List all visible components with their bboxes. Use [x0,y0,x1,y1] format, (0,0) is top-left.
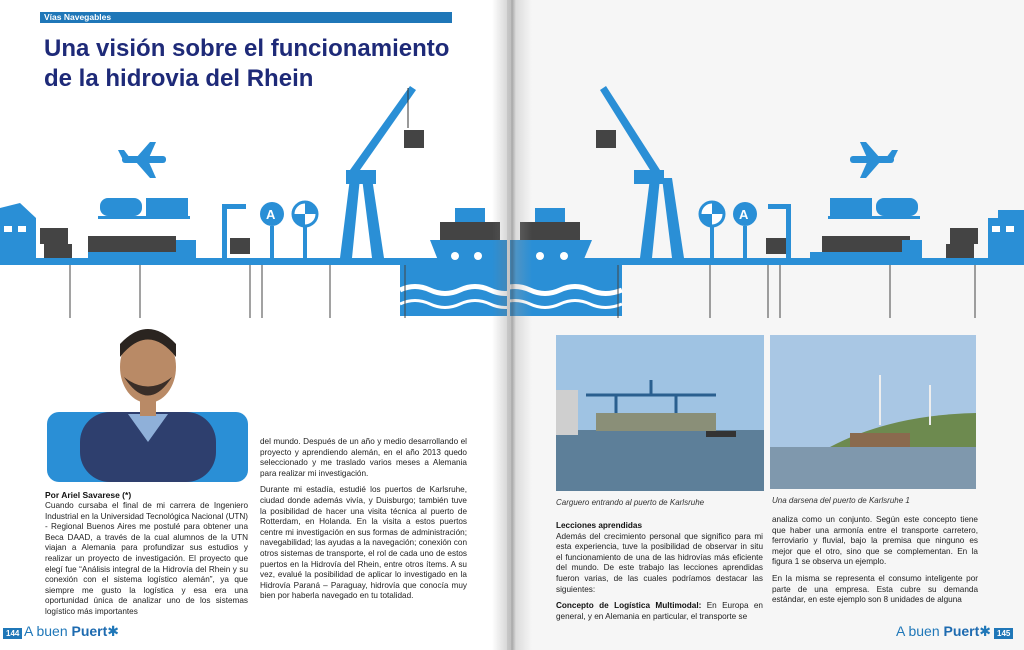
column-3 [556,521,763,622]
column-4-paragraph-1: analiza como un conjunto. Según este concepto tiene que haber una armonía entre el transporte carretero, ferroviario y fluvial, bajo la premisa que ninguno es mejor que el otro, sino que se complementan. En la figura 1 se observa un ejemplo. [772,515,978,567]
section-label: Vías Navegables [44,12,112,22]
author-photo [78,322,218,482]
building-icon [0,203,36,258]
port-illustration-right [510,78,1024,328]
book-gutter [492,0,532,650]
brand-logo-left [24,623,119,640]
crane-icon [596,86,684,258]
column-4-paragraph-2: En la misma se representa el consumo inteligente por parte de una empresa. Esta cubre su demanda estándar, en este ejemplo son 8 unidades de alguna [772,573,978,605]
building-icon [988,210,1024,258]
container-stack-icon [946,228,978,258]
airplane-icon [118,142,166,178]
concept-heading: Concepto de Logística Multimodal: [556,601,702,611]
title-line-2: de la hidrovia del Rhein [44,65,314,92]
airplane-icon [850,142,898,178]
photo-darsena [770,335,976,489]
crane-icon [340,86,424,258]
column-3-paragraph-2: En Europa en general, y en Alemania en particular, el transporte se [556,601,763,621]
caption-photo-2: Una darsena del puerto de Karlsruhe 1 [772,496,910,505]
column-4 [772,515,978,612]
column-1 [45,501,248,624]
page-number-left: 144 [3,628,22,639]
column-2 [260,437,467,608]
author-name: Por Ariel Savarese (*) [45,490,132,500]
photo-cargo-ship [556,335,764,491]
train-tank-icon [828,198,920,219]
train-tank-icon [98,198,190,219]
svg-text:A: A [266,207,276,222]
title-line-1: Una visión sobre el funcionamiento [44,35,450,62]
column-3-paragraph-1: Además del crecimiento personal que significo para mi esta experiencia, tuve la posibilidad de observar in situ el funcionamiento de una de las hidrovías más eficiente del mundo. De este trabajo las lecciones aprendidas fueron varias, de las cuales podríamos destacar las siguientes: [556,531,763,594]
caption-photo-1: Carguero entrando al puerto de Karlsruhe [556,498,705,507]
brand-text-bold: Puert [943,623,980,639]
traffic-sign-icon [222,202,317,258]
page-number-right: 145 [994,628,1013,639]
brand-text: A buen [24,623,72,639]
column-1-text: Cuando cursaba el final de mi carrera de Ingeniero Industrial en la Universidad Tecnológica Nacional (UTN) - Regional Buenos Aires me postulé para obtener una Beca DAAD, a través de la cual alumnos de la UTN viajan a Alemania para profundizar sus estudios y realizar un proyecto de investigación. El proyecto que elegí fue “Análisis integral de la Hidrovía del Rhein y su conexión con el sistema logístico alemán”, ya que siempre me gusto la logística y esa era una oportunidad única de analizar uno de los sistemas logístico más importantes [45,501,248,616]
traffic-sign-icon [700,202,791,258]
container-stack-icon [40,228,72,258]
port-illustration-left [0,78,507,328]
svg-text:A: A [739,207,749,222]
brand-text: A buen [896,623,944,639]
brand-text-bold: Puert [71,623,108,639]
gear-icon: ✱ [107,623,120,639]
left-page [0,0,507,650]
gear-icon: ✱ [979,623,992,639]
right-page [510,0,1024,650]
brand-logo-right [896,623,991,640]
lessons-heading: Lecciones aprendidas [556,521,643,530]
column-2-paragraph-2: Durante mi estadía, estudié los puertos de Karlsruhe, ciudad donde además vivía, y Duisburgo; también tuve la posibilidad de hacer una visita técnica al puerto de Rotterdam, en Holanda. En la visita a estos puertos centre mi investigación en sus formas de administración; navegabilidad; las ayudas a la navegación; conexión con otros sistemas de transporte, el rol de cada uno de estos puertos en la Hidrovía del Rhein, entre otros ítems. A su vez, evalué la posibilidad de aplicar lo investigado en la Hidrovía Paraná – Paraguay, hidrovía que conocía muy bien por haberla navegado en tu totalidad. [260,485,467,601]
column-2-paragraph-1: del mundo. Después de un año y medio desarrollando el proyecto y aprendiendo alemán, en el año 2013 quedo seleccionado y me traslado varios meses a Alemania para realizar mi investigación. [260,437,467,478]
